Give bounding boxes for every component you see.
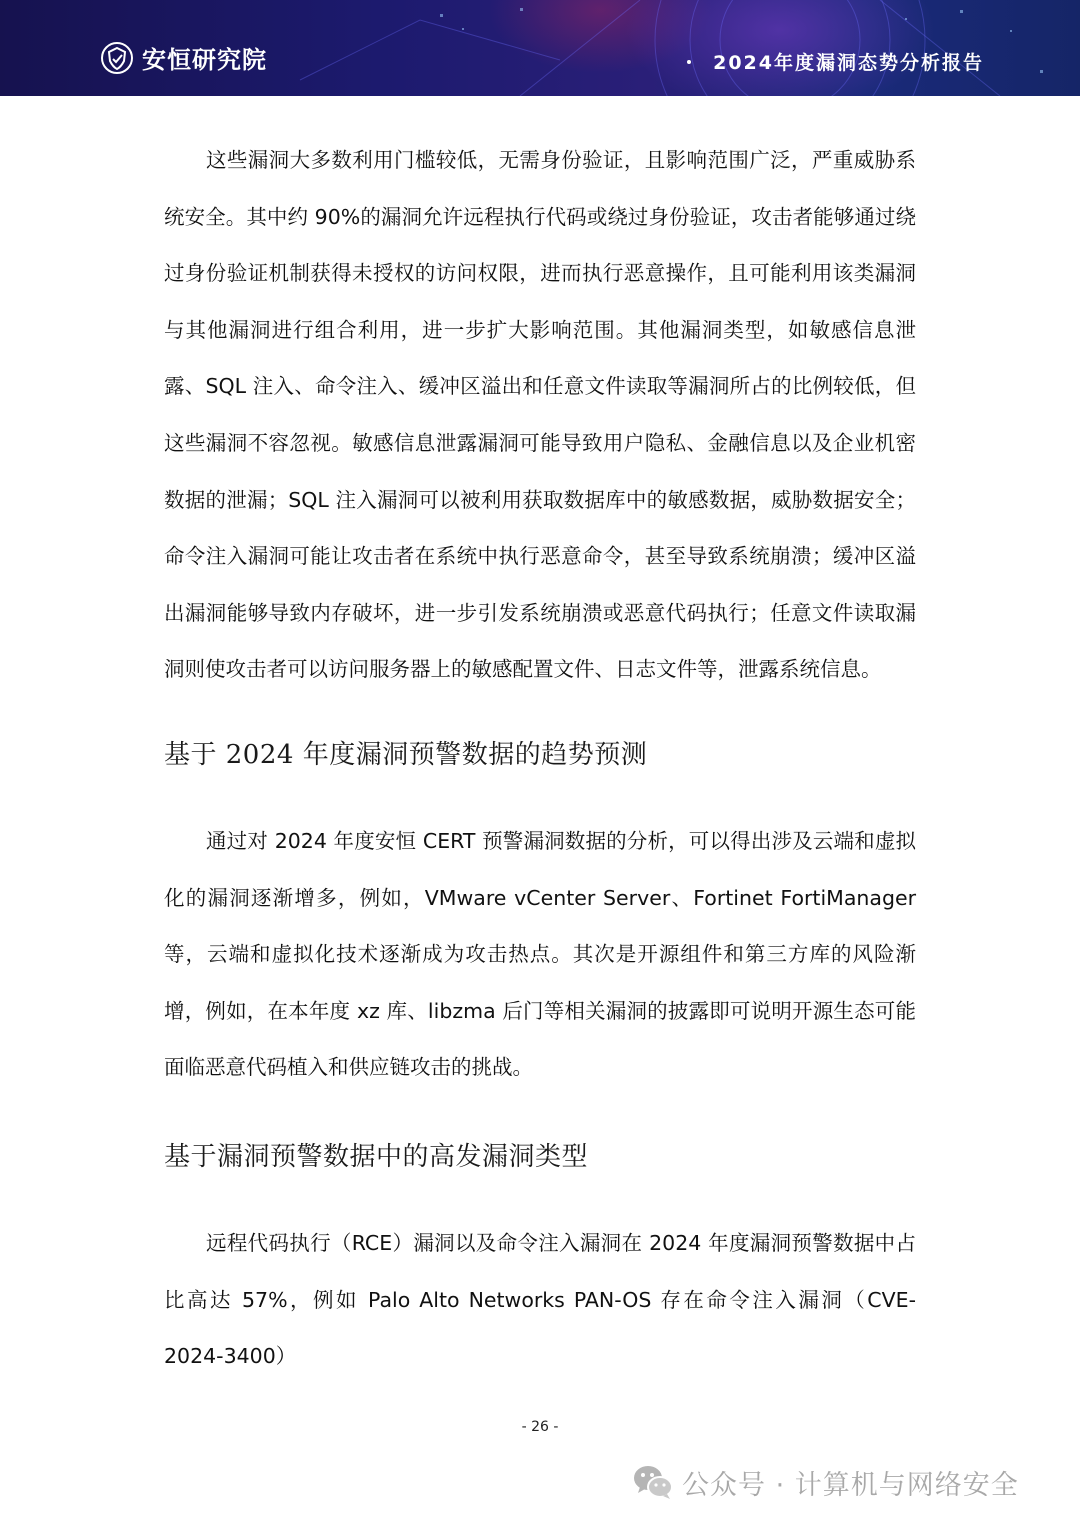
page-number: - 26 - (521, 1419, 559, 1435)
report-title-text: 2024年度漏洞态势分析报告 (713, 52, 984, 74)
paragraph-high-frequency-types: 远程代码执行（RCE）漏洞以及命令注入漏洞在 2024 年度漏洞预警数据中占比高达 57%，例如 Palo Alto Networks PAN-OS 存在命令注入漏洞（CVE-2024-3400） (164, 1230, 916, 1369)
document-body (164, 132, 916, 1385)
paragraph-vulnerability-impact: 这些漏洞大多数利用门槛较低，无需身份验证，且影响范围广泛，严重威胁系统安全。其中约 90%的漏洞允许远程执行代码或绕过身份验证，攻击者能够通过绕过身份验证机制获得未授权的访问权限，进而执行恶意操作，且可能利用该类漏洞与其他漏洞进行组合利用，进一步扩大影响范围。其他漏洞类型，如敏感信息泄露、SQL 注入、命令注入、缓冲区溢出和任意文件读取等漏洞所占的比例较低，但这些漏洞不容忽视。敏感信息泄露漏洞可能导致用户隐私、金融信息以及企业机密数据的泄漏；SQL 注入漏洞可以被利用获取数据库中的敏感数据，威胁数据安全；命令注入漏洞可能让攻击者在系统中执行恶意命令，甚至导致系统崩溃；缓冲区溢出漏洞能够导致内存破坏，进一步引发系统崩溃或恶意代码执行；任意文件读取漏洞则使攻击者可以访问服务器上的敏感配置文件、日志文件等，泄露系统信息。 (164, 148, 916, 682)
watermark-text: 公众号 · 计算机与网络安全 (682, 1469, 1019, 1501)
section-heading-high-frequency-types: 基于漏洞预警数据中的高发漏洞类型 (164, 1141, 589, 1172)
title-bullet (687, 60, 691, 64)
brand-name: 安恒研究院 (142, 46, 267, 74)
watermark (632, 1462, 1019, 1502)
shield-logo-icon (100, 41, 134, 75)
report-title (687, 48, 984, 75)
section-heading-trend-prediction: 基于 2024 年度漏洞预警数据的趋势预测 (164, 739, 648, 770)
wechat-icon (632, 1462, 674, 1502)
header-banner (0, 0, 1080, 96)
paragraph-trend-prediction: 通过对 2024 年度安恒 CERT 预警漏洞数据的分析，可以得出涉及云端和虚拟化的漏洞逐渐增多，例如，VMware vCenter Server、Fortinet FortiManager 等，云端和虚拟化技术逐渐成为攻击热点。其次是开源组件和第三方库的风险渐增，例如，在本年度 xz 库、libzma 后门等相关漏洞的披露即可说明开源生态可能面临恶意代码植入和供应链攻击的挑战。 (164, 828, 916, 1080)
brand (100, 40, 267, 75)
